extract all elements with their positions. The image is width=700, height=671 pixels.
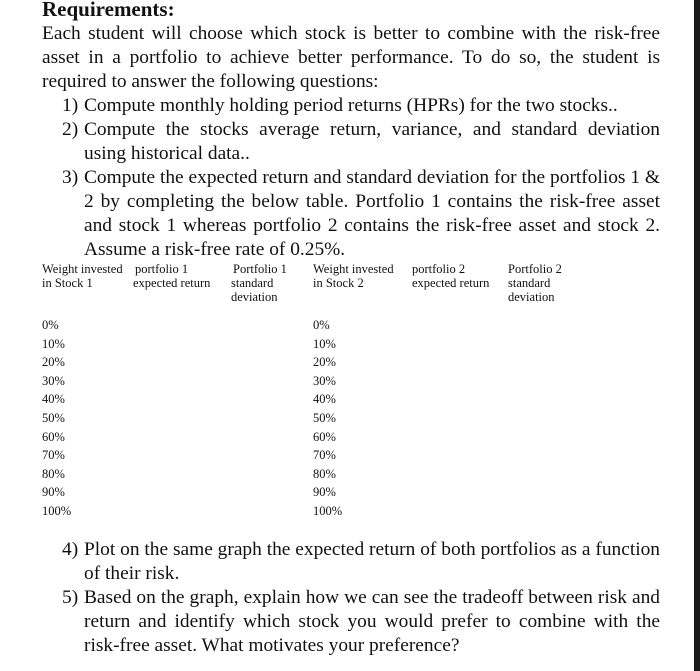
question-number: 5) <box>62 587 79 608</box>
table-row: 90% <box>313 485 336 500</box>
table-row: 60% <box>313 429 336 444</box>
question-number: 1) <box>62 95 79 116</box>
weights-column-stock-1 <box>42 316 71 521</box>
table-row: 30% <box>313 373 336 388</box>
table-row: 0% <box>42 318 59 332</box>
question-text: Compute the stocks average return, variance, and standard deviation using historical data.. <box>84 119 660 164</box>
header-line: Portfolio 2 <box>508 262 562 276</box>
question-number: 3) <box>62 167 79 188</box>
questions-list-1 <box>62 94 660 262</box>
question-1 <box>62 94 660 118</box>
intro-paragraph: Each student will choose which stock is better to combine with the risk-free asset in a portfolio to achieve better performance. To do so, the student is required to answer the following questions: <box>42 23 660 92</box>
question-text: Plot on the same graph the expected return of both portfolios as a function of their risk. <box>84 539 660 584</box>
table-row: 100% <box>313 503 343 518</box>
question-text: Compute the expected return and standard deviation for the portfolios 1 & 2 by completing the below table. Portfolio 1 contains the risk-free asset and stock 1 whereas portfolio 2 contains the risk-free asset and stock 2. Assume a risk-free rate of 0.25%. <box>84 167 660 260</box>
question-number: 2) <box>62 119 79 140</box>
header-portfolio-1-std <box>231 262 287 304</box>
table-row: 90% <box>42 485 65 500</box>
header-line: in Stock 2 <box>313 276 364 290</box>
header-line: in Stock 1 <box>42 276 93 290</box>
header-line: standard <box>231 276 274 290</box>
header-line: Portfolio 1 <box>233 262 287 276</box>
header-line: expected return <box>133 276 211 290</box>
table-row: 60% <box>42 429 65 444</box>
header-line: Weight invested <box>42 262 123 276</box>
table-row: 50% <box>313 410 336 425</box>
table-row: 20% <box>42 355 65 370</box>
header-line: expected return <box>412 276 490 290</box>
table-row: 80% <box>313 466 336 481</box>
header-portfolio-1-expected-return <box>135 262 210 290</box>
question-text: Based on the graph, explain how we can see the tradeoff between risk and return and identify which stock you would prefer to combine with the risk-free asset. What motivates your preference? <box>84 587 660 656</box>
table-row: 70% <box>313 448 336 463</box>
portfolio-table <box>42 262 582 518</box>
table-row: 70% <box>42 448 65 463</box>
header-portfolio-2-std <box>508 262 562 304</box>
table-row: 100% <box>42 503 72 518</box>
header-line: deviation <box>508 290 555 304</box>
table-row: 10% <box>42 336 65 351</box>
header-line: Weight invested <box>313 262 394 276</box>
header-portfolio-2-expected-return <box>412 262 489 290</box>
weights-column-stock-2 <box>313 316 342 521</box>
table-row: 30% <box>42 373 65 388</box>
table-row: 20% <box>313 355 336 370</box>
question-3 <box>62 166 660 262</box>
header-line: deviation <box>231 290 278 304</box>
header-weight-stock-2 <box>313 262 394 290</box>
table-row: 80% <box>42 466 65 481</box>
right-edge-border <box>694 0 700 671</box>
table-row: 10% <box>313 336 336 351</box>
question-5 <box>62 586 660 658</box>
table-row: 0% <box>313 318 330 332</box>
header-line: standard <box>508 276 551 290</box>
table-row: 40% <box>42 392 65 407</box>
header-weight-stock-1 <box>42 262 123 290</box>
table-row: 50% <box>42 410 65 425</box>
question-text: Compute monthly holding period returns (HPRs) for the two stocks.. <box>84 95 618 116</box>
question-number: 4) <box>62 539 79 560</box>
requirements-heading: Requirements: <box>42 0 175 21</box>
question-4 <box>62 538 660 586</box>
header-line: portfolio 1 <box>135 262 189 276</box>
question-2 <box>62 118 660 166</box>
table-row: 40% <box>313 392 336 407</box>
header-line: portfolio 2 <box>412 262 466 276</box>
questions-list-2 <box>62 538 660 658</box>
